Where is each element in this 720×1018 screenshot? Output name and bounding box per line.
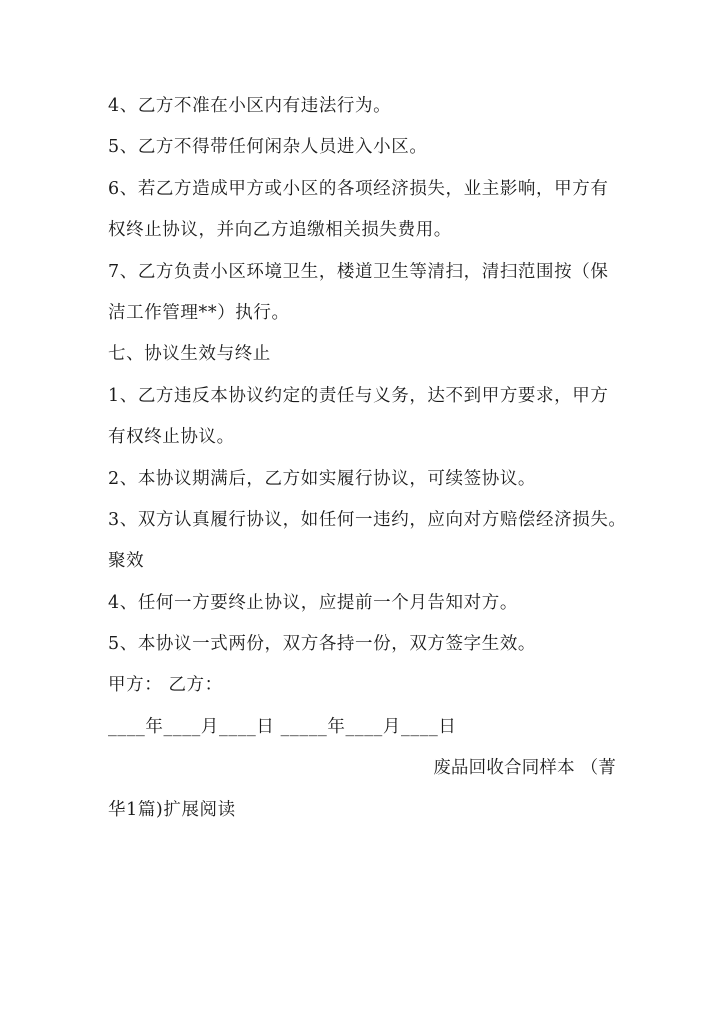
extended-reading-title-cont: 华1篇)扩展阅读 (108, 799, 236, 820)
clause-line-12: 4、任何一方要终止协议，应提前一个月告知对方。 (108, 592, 518, 613)
clause-line-8: 有权终止协议。 (108, 427, 235, 448)
clause-line-6: 洁工作管理**）执行。 (108, 302, 290, 323)
signature-dates: ____年____月____日 _____年____月____日 (108, 716, 457, 737)
clause-line-9: 2、本协议期满后，乙方如实履行协议，可续签协议。 (108, 468, 537, 489)
clause-line-11: 聚效 (108, 551, 145, 572)
signature-parties: 甲方： 乙方： (108, 675, 223, 696)
section-heading: 七、协议生效与终止 (108, 344, 271, 365)
clause-line-1: 4、乙方不准在小区内有违法行为。 (108, 96, 392, 116)
clause-line-13: 5、本协议一式两份，双方各持一份，双方签字生效。 (108, 634, 537, 655)
clause-line-10: 3、双方认真履行协议，如任何一违约，应向对方赔偿经济损失。 (108, 509, 627, 530)
clause-line-3: 6、若乙方造成甲方或小区的各项经济损失，业主影响，甲方有 (108, 178, 609, 199)
clause-line-5: 7、乙方负责小区环境卫生，楼道卫生等清扫，清扫范围按（保 (108, 261, 609, 282)
document-page (108, 86, 627, 831)
extended-reading-title: 废品回收合同样本 （菁 (433, 758, 616, 779)
clause-line-7: 1、乙方违反本协议约定的责任与义务，达不到甲方要求，甲方 (108, 385, 609, 406)
clause-line-2: 5、乙方不得带任何闲杂人员进入小区。 (108, 137, 428, 158)
clause-line-4: 权终止协议，并向乙方追缴相关损失费用。 (108, 220, 452, 241)
